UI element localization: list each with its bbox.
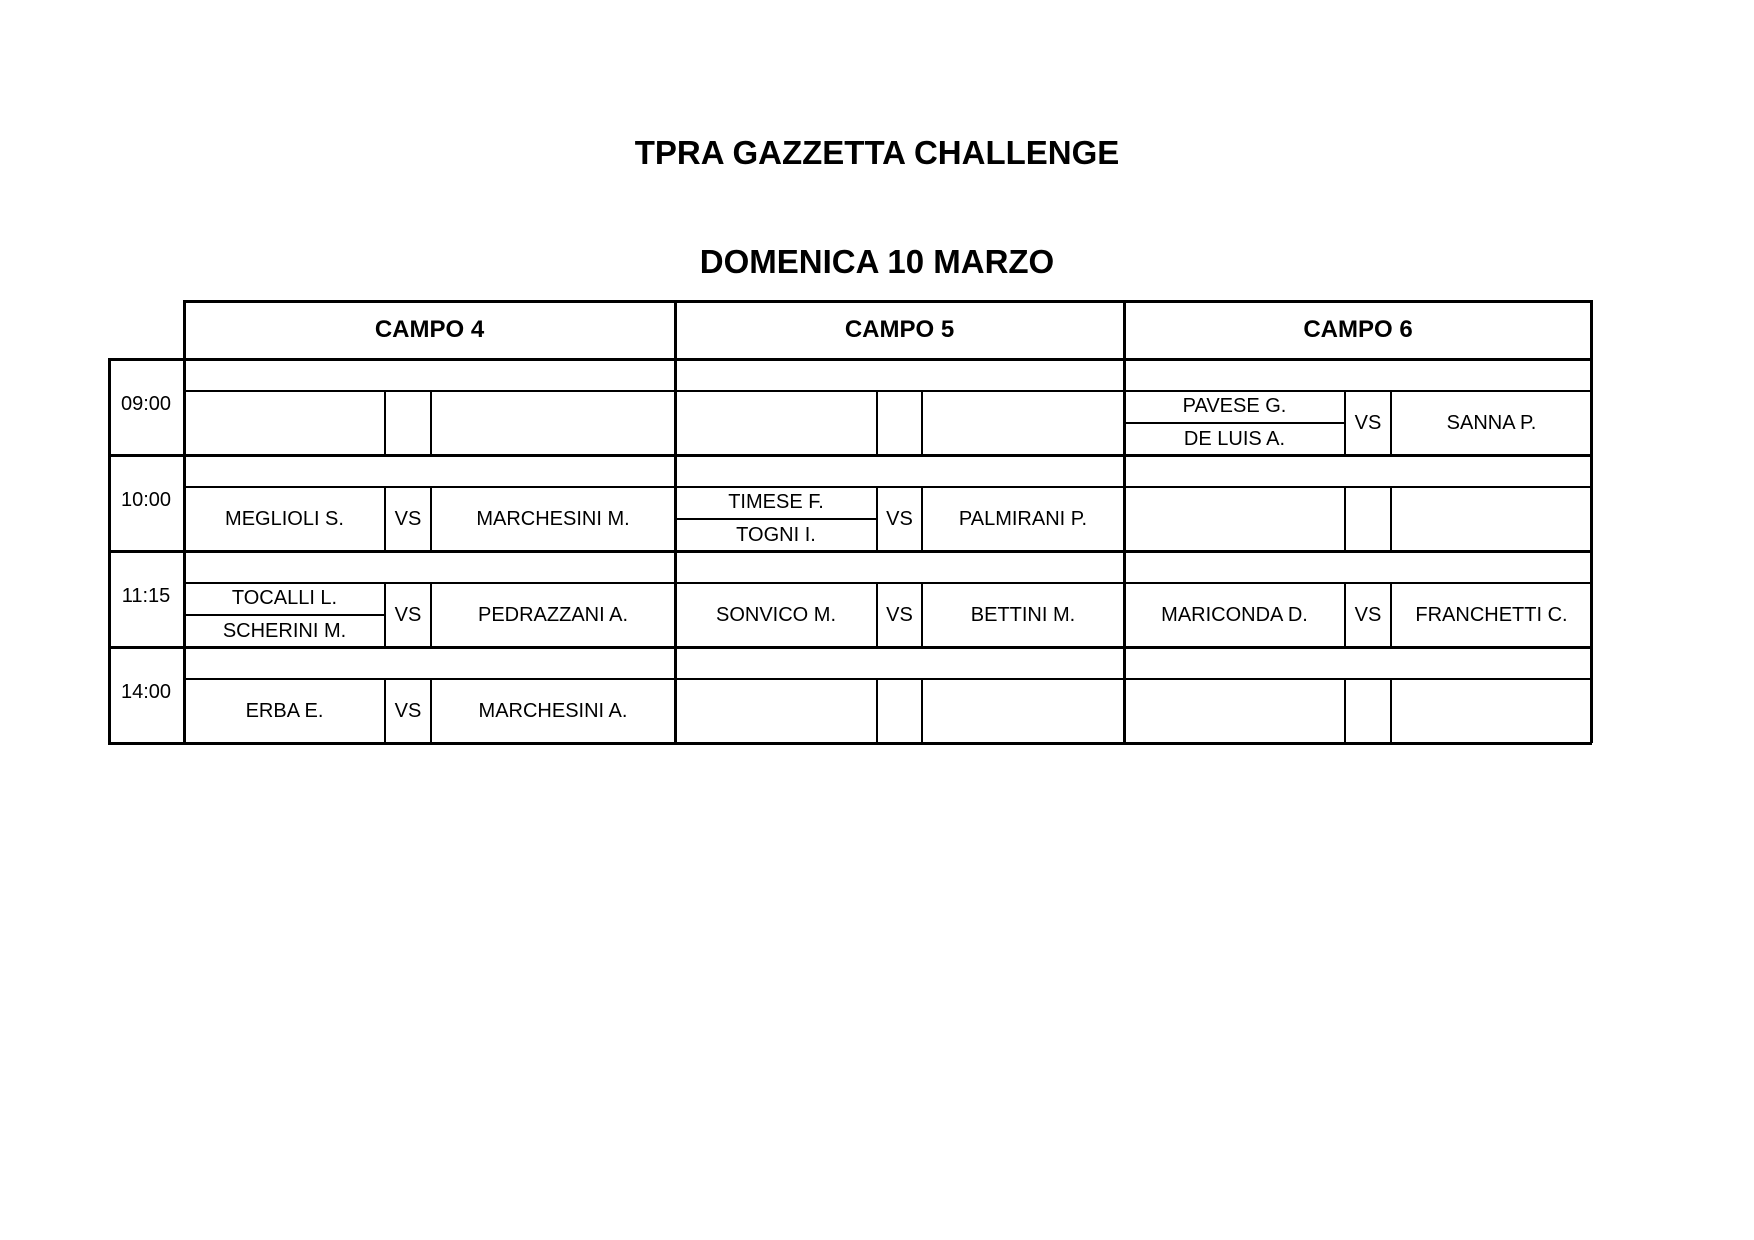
player-name: BETTINI M.	[970, 603, 1076, 626]
campo-header: CAMPO 4	[374, 315, 485, 343]
player-name: MARICONDA D.	[1161, 603, 1308, 626]
vs-label	[1345, 487, 1391, 551]
grid-line	[876, 583, 878, 647]
grid-border	[184, 300, 1592, 303]
document-title: TPRA GAZZETTA CHALLENGE	[634, 134, 1120, 171]
grid-line	[184, 390, 675, 392]
player-right	[431, 583, 675, 647]
grid-line	[184, 582, 675, 584]
grid-line	[876, 679, 878, 743]
grid-line	[921, 487, 923, 551]
player-left	[675, 391, 877, 455]
grid-line	[921, 679, 923, 743]
grid-line	[1344, 679, 1346, 743]
player-name: MARCHESINI A.	[478, 699, 628, 722]
grid-line	[1390, 583, 1392, 647]
grid-border	[108, 550, 1592, 553]
vs-label: VS	[1354, 411, 1382, 434]
grid-line	[1124, 486, 1592, 488]
player-name: TOCALLI L.	[231, 587, 338, 609]
grid-line	[675, 486, 1124, 488]
player-name: PEDRAZZANI A.	[477, 603, 629, 626]
vs-label: VS	[394, 507, 422, 530]
grid-line	[1124, 390, 1592, 392]
grid-line	[1390, 391, 1392, 455]
player-name: TIMESE F.	[728, 491, 824, 513]
grid-border	[1590, 300, 1593, 743]
time-label: 09:00	[120, 393, 172, 415]
grid-line	[876, 487, 878, 551]
time-label: 14:00	[120, 681, 172, 703]
grid-border	[108, 359, 111, 743]
player-left	[184, 583, 385, 647]
player-right	[922, 487, 1124, 551]
grid-line	[1124, 582, 1592, 584]
grid-line	[384, 679, 386, 743]
player-right	[1391, 487, 1592, 551]
grid-border	[674, 300, 677, 743]
player-name: FRANCHETTI C.	[1415, 603, 1568, 626]
player-left	[184, 391, 385, 455]
campo-header: CAMPO 5	[844, 315, 955, 343]
player-name: ERBA E.	[245, 699, 324, 722]
player-name: PAVESE G.	[1182, 395, 1287, 417]
player-left	[184, 487, 385, 551]
vs-label: VS	[886, 507, 913, 530]
player-right	[1391, 583, 1592, 647]
vs-label	[1345, 679, 1391, 743]
player-right	[431, 679, 675, 743]
player-name: SANNA P.	[1446, 411, 1537, 434]
vs-label	[385, 391, 431, 455]
grid-border	[108, 742, 1592, 745]
grid-line	[1390, 487, 1392, 551]
player-left	[1124, 391, 1345, 455]
grid-line	[184, 678, 675, 680]
grid-line	[921, 583, 923, 647]
player-left	[184, 679, 385, 743]
grid-line	[675, 582, 1124, 584]
grid-border	[183, 300, 186, 743]
player-right	[1391, 391, 1592, 455]
grid-line	[184, 486, 675, 488]
grid-line	[1344, 487, 1346, 551]
grid-border	[108, 454, 1592, 457]
grid-border	[108, 646, 1592, 649]
player-left	[675, 487, 877, 551]
vs-label: VS	[394, 699, 422, 722]
player-right	[1391, 679, 1592, 743]
player-right	[922, 679, 1124, 743]
player-right	[922, 583, 1124, 647]
grid-line	[1344, 391, 1346, 455]
grid-line	[675, 678, 1124, 680]
player-left	[675, 583, 877, 647]
time-label: 10:00	[120, 489, 172, 511]
grid-line	[1344, 583, 1346, 647]
player-left	[675, 679, 877, 743]
player-name: PALMIRANI P.	[958, 507, 1088, 530]
vs-label	[877, 391, 922, 455]
player-right	[431, 391, 675, 455]
player-right	[431, 487, 675, 551]
grid-border	[1123, 300, 1126, 743]
player-name: SCHERINI M.	[184, 614, 385, 647]
grid-line	[876, 391, 878, 455]
player-name: SONVICO M.	[715, 603, 836, 626]
player-right	[922, 391, 1124, 455]
grid-line	[921, 391, 923, 455]
vs-label	[877, 679, 922, 743]
player-name: DE LUIS A.	[1124, 422, 1345, 455]
time-label: 11:15	[121, 585, 171, 607]
grid-line	[430, 487, 432, 551]
document-subtitle: DOMENICA 10 MARZO	[699, 243, 1055, 280]
grid-line	[430, 391, 432, 455]
grid-line	[384, 391, 386, 455]
player-name: MEGLIOLI S.	[225, 507, 344, 530]
grid-line	[430, 679, 432, 743]
campo-header: CAMPO 6	[1303, 315, 1413, 343]
grid-line	[384, 583, 386, 647]
grid-line	[1390, 679, 1392, 743]
player-name: MARCHESINI M.	[476, 507, 630, 530]
vs-label: VS	[886, 603, 913, 626]
grid-line	[430, 583, 432, 647]
player-left	[1124, 487, 1345, 551]
schedule-table	[108, 300, 1599, 744]
player-left	[1124, 583, 1345, 647]
vs-label: VS	[394, 603, 422, 626]
grid-border	[108, 358, 1592, 361]
grid-line	[384, 487, 386, 551]
grid-line	[675, 390, 1124, 392]
grid-line	[1124, 678, 1592, 680]
vs-label: VS	[1354, 603, 1382, 626]
player-name: TOGNI I.	[675, 518, 877, 551]
player-left	[1124, 679, 1345, 743]
